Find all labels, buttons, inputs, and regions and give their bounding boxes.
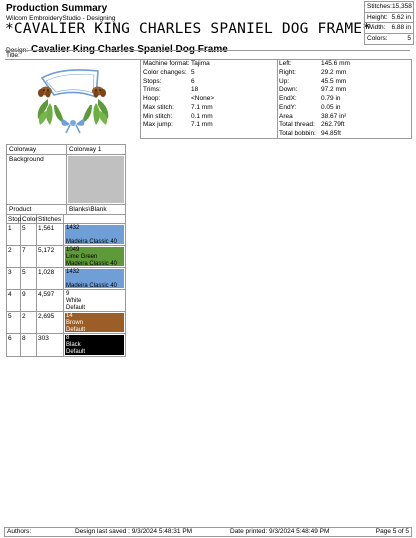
thread-swatch [65,291,124,310]
stat-row [365,13,413,24]
thread-code: 8 [66,335,70,341]
info-value: 0.05 in [321,103,341,111]
thread-brand: Madeira Classic 40 [66,260,118,267]
stop-row [7,334,125,356]
stop-number: 2 [7,246,21,267]
dimension-labels [279,60,316,139]
thread-code: 9 [66,291,70,297]
info-value: 45.5 mm [321,77,347,85]
stat-label: Height: [367,13,388,21]
info-value: 94.85ft [321,130,341,137]
column-header: Color [22,216,38,223]
authors-label: Authors: [7,528,32,535]
thread-code: 1049 [66,247,80,253]
stat-row [365,23,413,34]
info-value: 18 [191,86,199,94]
stat-value: 15,358 [391,3,412,10]
background-label: Background [7,155,67,204]
color-number: 9 [21,290,37,311]
color-number: 8 [21,334,37,356]
thread-code: 1432 [66,225,80,231]
page-footer [4,527,412,537]
thread-code: 1432 [66,269,80,275]
info-label: Max jump: [143,121,173,129]
product-row [7,205,125,215]
dimension-values [321,60,350,139]
page-number: Page 5 of 5 [375,528,409,535]
stop-rows [7,224,125,356]
stop-number: 6 [7,334,21,356]
thread-name: Black [66,341,81,348]
date-printed: Date printed: 9/3/2024 5:48:49 PM [230,528,330,535]
thread-swatch [65,335,124,355]
stat-row [365,2,413,13]
stop-row [7,246,125,268]
thread-swatch [65,225,124,244]
info-value: 97.2 mm [321,86,347,94]
info-label: Stops: [143,77,162,85]
stat-label: Colors: [367,34,388,42]
info-value: 262.79ft [321,121,345,129]
stat-value: 6.88 in [391,24,411,31]
machine-info-labels [143,60,190,130]
report-title: Production Summary [6,3,108,14]
machine-info-values [191,60,214,130]
stat-value: 5.62 in [391,13,411,21]
info-value: 5 [191,68,195,76]
thread-name: Lime Green [66,253,98,260]
color-number: 5 [21,268,37,289]
thread-swatch [65,269,124,288]
info-value: 0.1 mm [191,112,213,120]
stitch-count: 1,028 [37,268,64,289]
stop-row [7,290,125,312]
thread-name: White [66,297,82,304]
info-label: EndX: [279,95,297,102]
thread-swatch [65,247,124,266]
design-info-table [140,59,412,139]
thread-brand: Default [66,348,86,355]
info-label: Machine format: [143,60,190,67]
colorway-name: Colorway 1 [69,146,102,153]
info-value: Tajima [191,60,210,67]
color-number: 5 [21,224,37,245]
info-label: Left: [279,60,292,67]
info-label: Hoop: [143,95,161,102]
info-label: Up: [279,77,290,85]
design-row [6,39,228,57]
thread-brand: Madeira Classic 40 [66,238,118,245]
info-label: Down: [279,86,298,94]
last-saved: Design last saved : 9/3/2024 5:48:31 PM [75,528,193,535]
info-divider [277,60,278,138]
info-label: Trims: [143,86,161,94]
stop-row [7,224,125,246]
thread-swatch [65,313,124,332]
info-label: Color changes: [143,68,187,76]
colorway-header: Colorway [7,145,67,154]
stop-row [7,268,125,290]
info-value: 29.2 mm [321,68,347,76]
info-label: Min stitch: [143,112,173,120]
info-label: Total thread: [279,121,315,129]
color-number: 7 [21,246,37,267]
color-number: 2 [21,312,37,333]
stitch-count: 1,561 [37,224,64,245]
stitch-count: 4,597 [37,290,64,311]
info-label: Total bobbin: [279,130,316,137]
stitch-count: 303 [37,334,64,356]
info-value: 38.67 in² [321,112,347,120]
stat-label: Stitches: [367,3,392,10]
info-value: 7.1 mm [191,121,213,129]
info-value: 6 [191,77,195,85]
thread-code: 14 [66,313,73,319]
column-header: Stitches [37,215,64,223]
stat-label: Width: [367,24,386,31]
thread-name [66,232,123,239]
header-divider [5,50,410,51]
thread-brand: Default [66,326,86,333]
stop-number: 5 [7,312,21,333]
stitch-count: 5,172 [37,246,64,267]
info-value: 145.6 mm [321,60,350,67]
background-row [7,155,125,205]
column-header: Stop [8,216,22,223]
info-label: Max stitch: [143,103,175,111]
design-preview-image [6,61,142,136]
background-swatch [68,156,124,203]
thread-brand: Default [66,304,86,311]
info-value: <None> [191,95,215,102]
column-header [64,215,125,223]
product-value: Blanks\Blank [69,206,107,213]
stat-row [365,34,413,45]
info-value: 0.79 in [321,95,341,102]
stop-number: 4 [7,290,21,311]
thread-name [66,276,123,283]
stats-box [364,1,414,45]
software-name: Wilcom EmbroideryStudio - Designing [6,15,116,22]
info-label: Right: [279,68,296,76]
stat-value: 5 [407,34,411,42]
info-value: 7.1 mm [191,103,213,111]
stitch-count: 2,695 [37,312,64,333]
colorway-table [6,144,126,357]
stop-table-header [7,215,125,224]
stop-row [7,312,125,334]
stop-number: 1 [7,224,21,245]
colorway-header-row [7,145,125,155]
thread-name: Brown [66,319,84,326]
thread-brand: Madeira Classic 40 [66,282,118,289]
stop-number: 3 [7,268,21,289]
title-label: Title: [6,52,20,59]
design-file-name: *CAVALIER KING CHARLES SPANIEL DOG FRAME* [5,21,372,37]
product-label: Product [7,205,67,214]
info-label: EndY: [279,103,297,111]
info-label: Area [279,112,293,120]
